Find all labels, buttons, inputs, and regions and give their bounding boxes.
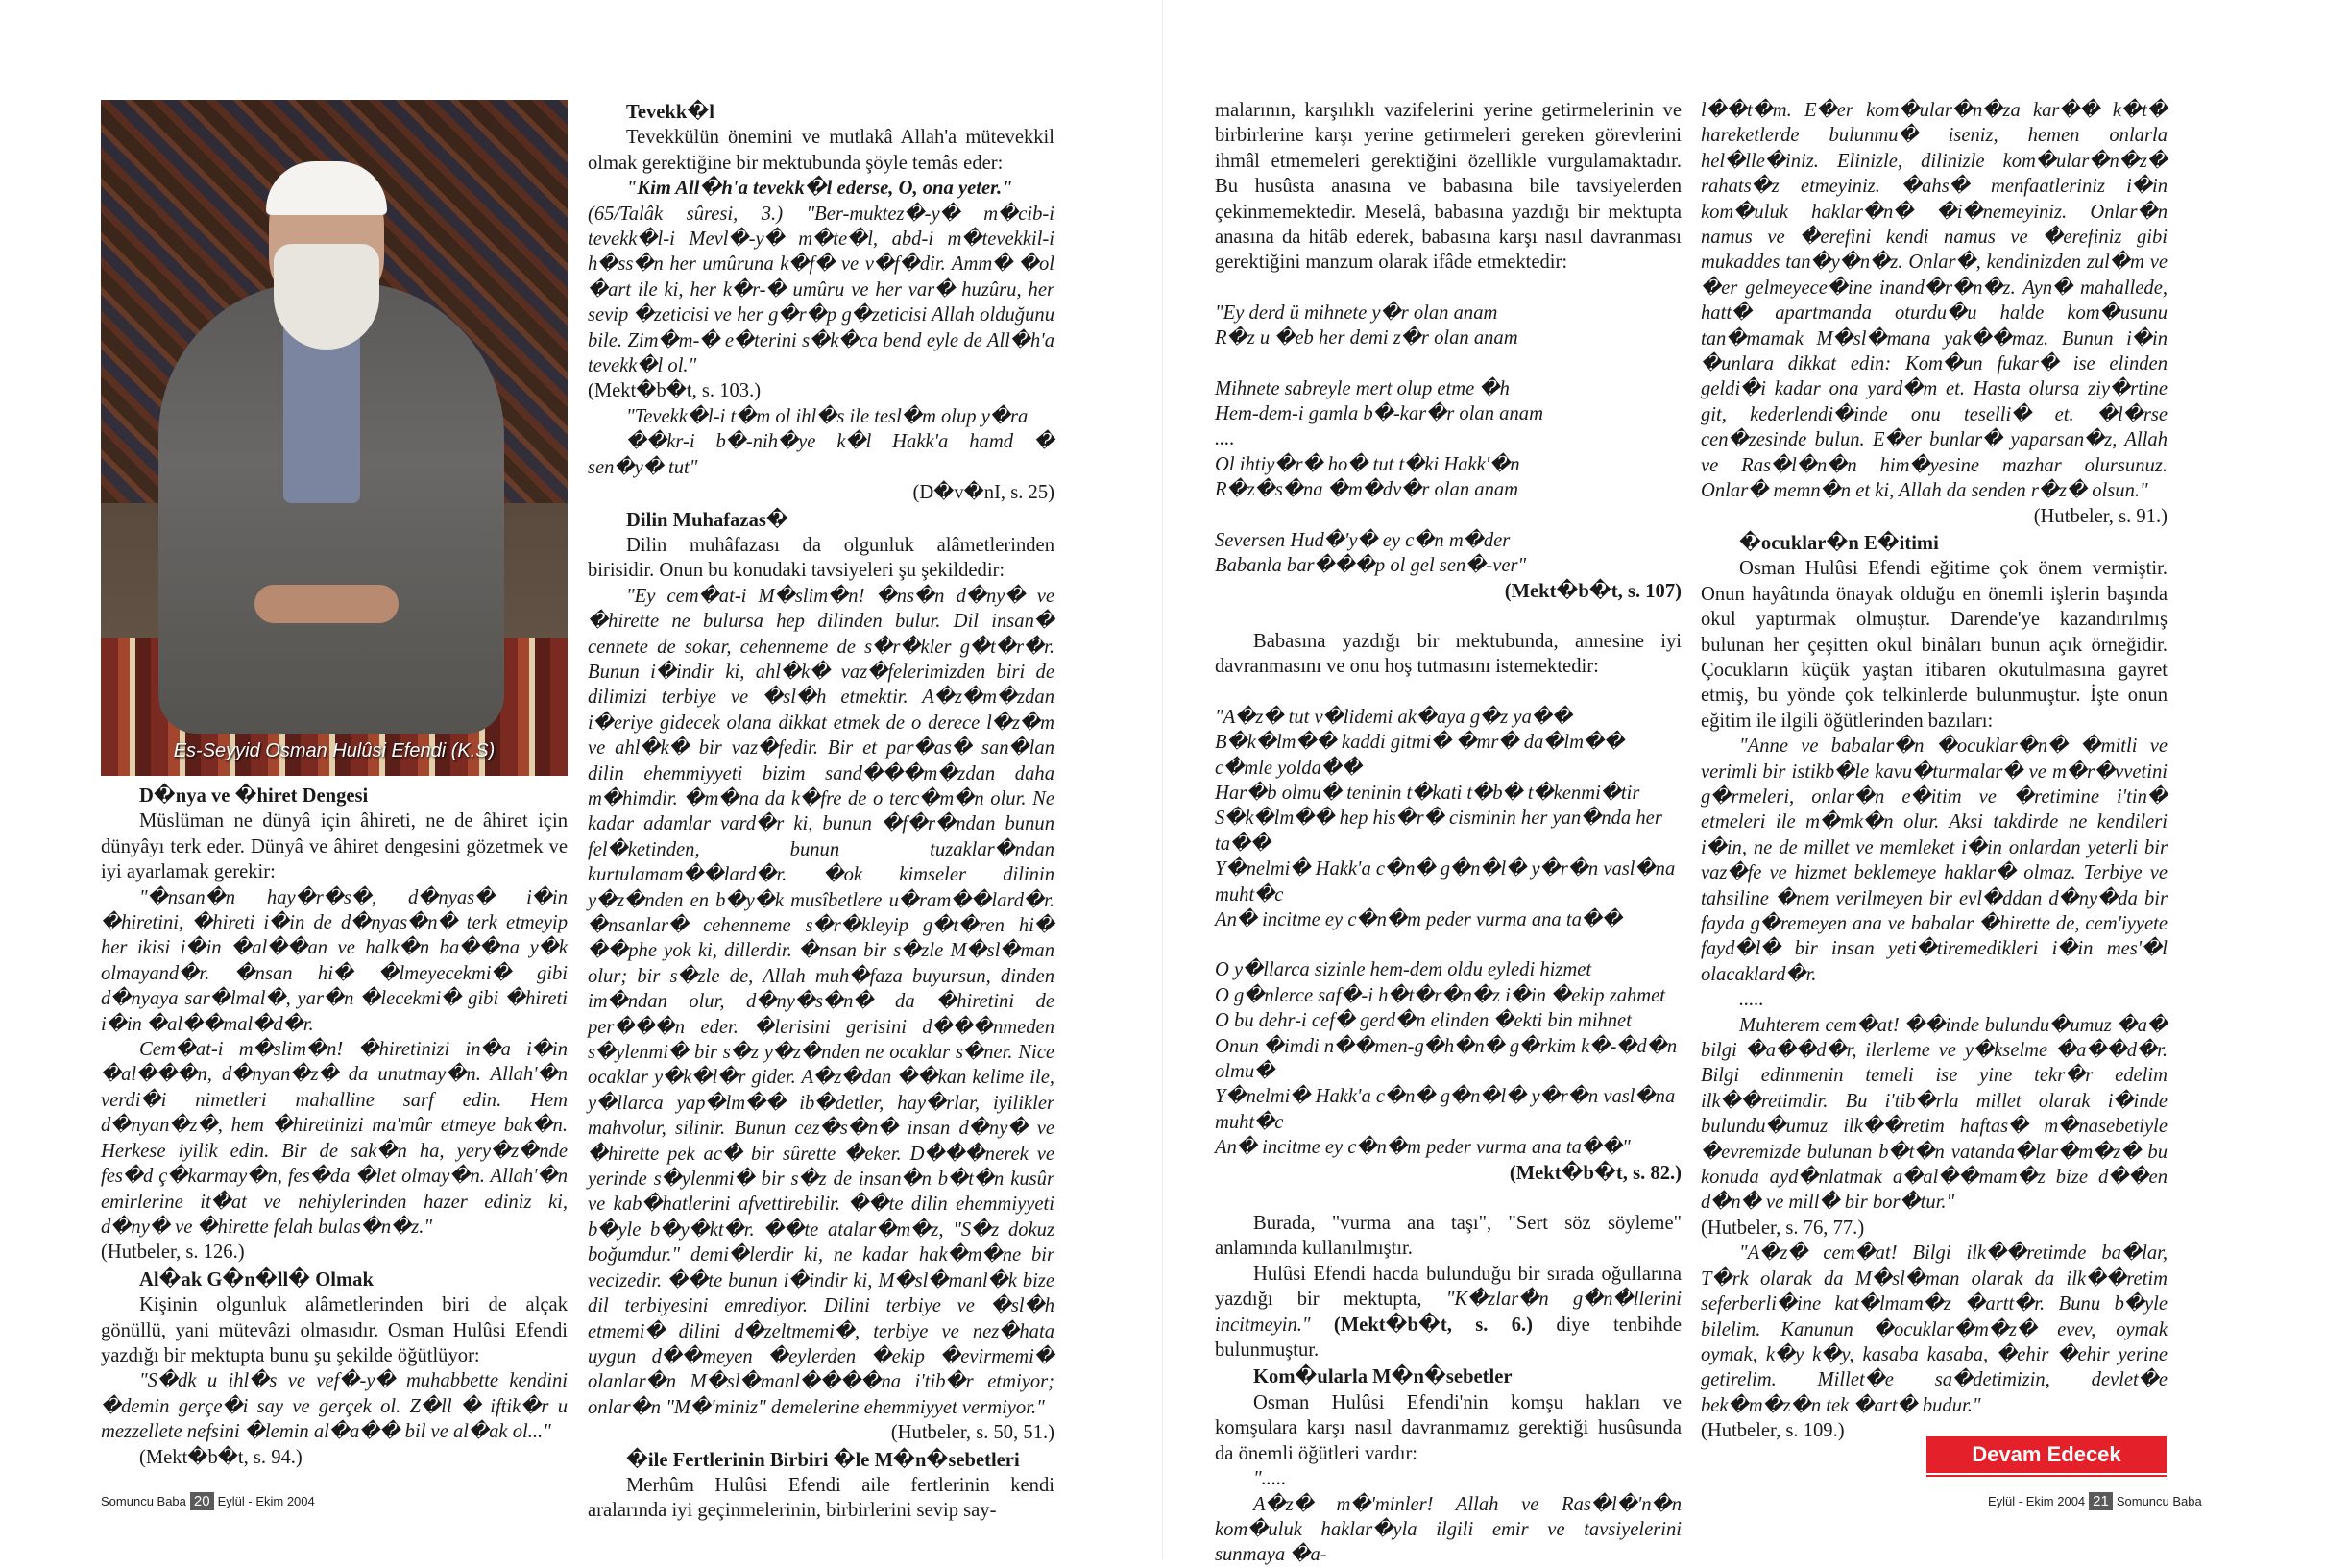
inline-citation: (Mekt�b�t, s. 6.): [1310, 1314, 1534, 1336]
paragraph: Burada, "vurma ana taşı", "Sert söz söyleme" anlamında kullanılmıştır.: [1215, 1213, 1682, 1260]
footer-magazine-name: Somuncu Baba: [2116, 1494, 2202, 1508]
photo-figure-hands: [254, 585, 399, 623]
poem-line: "Ey derd ü mihnete y�r olan anam: [1215, 302, 1498, 324]
page-number: 20: [190, 1492, 214, 1510]
poem-line: [1215, 503, 1682, 528]
paragraph: Osman Hulûsi Efendi eğitime çok önem vermiştir. Onun hayâtında önayak olduğu en önemli işlerin başında okul yaptırmak olmuştur. Darende'ye kazandırılmış bulunan her çeşitten okul binâları bunun açık örneğidir. Çocukların küçük yaştan itibaren okutulmasına gayret etmiş, bu yönde çok telkinlerde bulunmuştur. İşte onun eğitim ile ilgili öğütlerinden bazıları:: [1701, 558, 2168, 732]
poem-line: ....: [1215, 428, 1235, 450]
quote: A�z� m�'minler! Allah ve Ras�l�'n�n kom�uluk haklar�yla ilgili emir ve tavsiyelerini sunmaya �a-: [1215, 1493, 1682, 1566]
poem-line: Seversen Hud�'y� ey c�n m�der: [1215, 529, 1511, 551]
column-4: [1701, 98, 2168, 1444]
paragraph: Babasına yazdığı bir mektubunda, annesine iyi davranmasını ve onu hoş tutmasını istemektedir:: [1215, 630, 1682, 678]
poem-line: O bu dehr-i cef� gerd�n elinden �ekti bin mihnet: [1215, 1010, 1632, 1032]
citation: (Mekt�b�t, s. 107): [1504, 580, 1682, 602]
footer-date: Eylül - Ekim 2004: [217, 1494, 315, 1508]
paragraph-text: Hulûsi Efendi hacda bulunduğu bir sırada oğullarına yazdığı bir mektupta,: [1215, 1263, 1682, 1311]
paragraph: Kişinin olgunluk alâmetlerinden biri de alçak gönüllü, yani mütevâzi olmasıdır. Osman Hulûsi Efendi yazdığı bir mektupta bunu şu şekilde öğütlüyor:: [101, 1294, 568, 1366]
citation: (Hutbeler, s. 126.): [101, 1242, 245, 1264]
quote: Muhterem cem�at! ��inde bulundu�umuz �a� bilgi �a��d�r, ilerleme ve y�kselme �a��d�r. Bilgi edinmenin temeli ise yine tekr�r edelim ilk��retimdir. Bu i'tib�rla millet olarak i�inde bulundu�umuz ilk��retim haftas� m�nasebetiyle �evremizde bulunan b�t�n vatanda�lar�m�z� bu konuda ayd�nlatmak a�al��mam�z bize d��en d�n� ve mill� bir bor�tur.": [1701, 1014, 2168, 1214]
quote: "A�z� cem�at! Bilgi ilk��retimde ba�lar, T�rk olarak da M�sl�man olarak da ilk��retim seferberli�ine kat�lmam�z �artt�r. Bunu b�yle bilelim. Kanunun �ocuklar�m�z� evev, oymak oymak, k�y k�y, kasaba kasaba, �ehir �ehir yerine getirelim. Millet�e sa�detimizin, devlet�e bek�m�z�n tek �art� budur.": [1701, 1242, 2168, 1416]
paragraph: Müslüman ne dünyâ için âhireti, ne de âhiret için dünyâyı terk eder. Dünyâ ve âhiret dengesini gözetmek ve iyi ayarlamak gerekir:: [101, 810, 568, 883]
poem-line: [1215, 932, 1682, 957]
heading-cocuklarin-egitimi: �ocuklar�n E�itimi: [1739, 532, 1939, 554]
heading-dilin-muhafazasi: Dilin Muhafazas�: [626, 509, 788, 531]
poem-line: R�z�s�na �m�dv�r olan anam: [1215, 479, 1519, 501]
quote: "�nsan�n hay�r�s�, d�nyas� i�in �hiretini, �hireti i�in de d�nyas�n� terk etmeyip her ikisi i�in �al��an ve halk�n ba��na y�k olmayand�r. �nsan hi� �lmeyecekmi� gibi d�nyaya sar�lmal�, yar�n �lecekmi� gibi �hireti i�in �al��mal�d�r.: [101, 886, 568, 1035]
quote: Cem�at-i m�slim�n! �hiretinizi in�a i�in �al���n, d�nyan�z� da unutmay�n. Allah'�n verdi�i nimetleri mahalline sarf edin. Hem d�nyan�z�, hem �hiretinizi ma'mûr etmeye bak�n. Herkese iyilik edin. Bir de sak�n ha, yery�z�nde fes�d ç�karmay�n, fes�da �let olmay�n. Allah'�n emirlerine it�at ve nehiylerinden hazer ediniz ki, d�ny� ve �hirette felah bulas�n�z.": [101, 1039, 568, 1238]
page-number: 21: [2089, 1492, 2113, 1510]
paragraph: Osman Hulûsi Efendi'nin komşu hakları ve komşulara karşı nasıl davranmamız gerektiği husûsunda da önemli öğütleri vardır:: [1215, 1391, 1682, 1464]
spacer: [1215, 276, 1682, 301]
heading-aile-fertleri: �ile Fertlerinin Birbiri �le M�n�sebetleri: [626, 1449, 1020, 1471]
spacer: [1215, 604, 1682, 629]
spacer: [1215, 1186, 1682, 1211]
citation: (Mekt�b�t, s. 82.): [1509, 1162, 1682, 1184]
poem-line: Onun �imdi n��men-g�h�n� g�rkim k�-�d�n olmu�: [1215, 1035, 1678, 1082]
quote: l��t�m. E�er kom�ular�n�za kar�� k�t� hareketlerde bulunmu� iseniz, hemen onlarla hel�lle�iniz. Elinizle, dilinizle kom�ular�n�z� rahats�z etmeyiniz. �ahs� menfaatleriniz i�in kom�uluk haklar�n� �i�nemeyiniz. Onlar�n namus ve �erefini kendi namus ve �erefiniz gibi mukaddes tan�y�n�z. Onlar�, kendinizden zul�m ve �er gelmeyece�ine inand�r�n�z. Ayn� mahallede, hatt� apartmanda oturdu�u halde kom�usunu tan�mamak M�sl�mana yak��maz. Bunun i�in �unlara dikkat edin: Kom�un fukar� ise elinden geldi�i kadar ona yard�m et. Hasta olursa ziy�rtine git, kederlendi�inde onu teselli� et. �l�rse cen�zesinde bulun. E�er bunlar� yaparsan�z, Allah ve Ras�l�n�n him�yesine mazhar olursunuz. Onlar� memn�n et ki, Allah da senden r�z� olsun.": [1701, 100, 2168, 502]
spacer: [1215, 680, 1682, 705]
quote: "Anne ve babalar�n �ocuklar�n� �mitli ve verimli bir istikb�le kavu�turmalar� ve m�r�vvetini g�rmeleri, onlar�n e�itim ve �retimine i'tin� etmeleri ile m�mk�n olur. Aksi takdirde ne kendileri i�in, ne de millet ve memleket i�in onlardan yeterli bir vaz�fe ve hizmet beklemeye haklar� olmaz. Terbiye ve tahsiline �nem verilmeyen bir evl�ddan d�ny�da bir fayda g�remeyen ana ve babalar �hirette de, cem'iyyete fayd�l� bir insan yeti�tiremedikleri i�in mes'�l olacaklard�r.: [1701, 736, 2168, 985]
citation: (Mekt�b�t, s. 103.): [588, 380, 762, 402]
paragraph: Merhûm Hulûsi Efendi aile fertlerinin kendi aralarında iyi geçinmelerinin, birbirlerini sevip say-: [588, 1474, 1054, 1522]
heading-tevekkul: Tevekk�l: [626, 102, 714, 123]
quote: ".....: [1253, 1468, 1287, 1490]
continued-banner: Devam Edecek: [1926, 1436, 2167, 1473]
poem-line: B�k�lm�� kaddi gitmi� �mr� da�lm�� c�mle yolda��: [1215, 732, 1625, 779]
verse-line: "Tevekk�l-i t�m ol ihl�s ile tesl�m olup y�ra: [626, 405, 1029, 427]
poem-2: [1215, 705, 1682, 1161]
citation: (Mekt�b�t, s. 94.): [139, 1446, 303, 1468]
poem-line: O g�nlerce saf�-i h�t�r�n�z i�in �ekip zahmet: [1215, 984, 1666, 1006]
paragraph: malarının, karşılıklı vazifelerini yerine getirmelerinin ve birbirlerine karşı yerine getirmeleri gereken görevlerini ihmâl etmemeleri gerektiğini özellikle vurgulamaktadır. Bu husûsta anasına ve babasına bile tavsiyelerden çekinmemektedir. Meselâ, babasına yazdığı bir mektupta anasına da hitâb ederek, babasına karşı nasıl davranması gerektiğini manzum olarak ifâde etmektedir:: [1215, 100, 1682, 274]
paragraph: Dilin muhâfazası da olgunluk alâmetlerinden birisidir. Onun bu konudaki tavsiyeleri şu şekildedir:: [588, 534, 1054, 582]
citation: (Hutbeler, s. 50, 51.): [890, 1422, 1054, 1444]
page-gutter: [1162, 0, 1163, 1559]
inline-quote: "K�zlar�n g�n�llerini incitmeyin.": [1215, 1289, 1682, 1336]
quote: .....: [1739, 989, 1764, 1011]
quote-ayet: "Kim All�h'a tevekk�l ederse, O, ona yeter.": [626, 178, 1013, 200]
paragraph: Tevekkülün önemini ve mutlakâ Allah'a mütevekkil olmak gerektiğine bir mektubunda şöyle temâs eder:: [588, 127, 1054, 174]
poem-line: R�z u �eb her demi z�r olan anam: [1215, 327, 1518, 350]
quote: "S�dk u ihl�s ve vef�-y� muhabbette kendini �demin gerçe�i say ve gerçek ol. Z�ll � iftik�r u mezzellete nefsini �lemin al�a�� bil ve al�ak ol...": [101, 1370, 568, 1443]
poem-line: [1215, 351, 1682, 376]
footer-left: [101, 1492, 315, 1510]
column-1: [101, 782, 568, 1470]
citation: (D�v�nI, s. 25): [912, 482, 1054, 504]
footer-date: Eylül - Ekim 2004: [1988, 1494, 2086, 1508]
quote: (65/Talâk sûresi, 3.) "Ber-muktez�-y� m�cib-i tevekk�l-i Mevl�-y� m�te�l, abd-i m�tevekkil-i h�ss�n her umûruna k�f� ve v�f�dir. Amm� �ol �art ile ki, her k�r-� umûru ve her var� huzûru, her sevip �zeticisi ve her g�r�p g�zeticisi Allah olduğunu bile. Zim�m-� e�terini s�k�ca bend eyle de All�h'a tevekk�l ol.": [588, 203, 1054, 377]
column-3: [1215, 98, 1682, 1568]
citation: (Hutbeler, s. 76, 77.): [1701, 1217, 1865, 1239]
poem-1: [1215, 301, 1682, 579]
poem-line: Har�b olmu� teninin t�kati t�b� t�kenmi�tir: [1215, 782, 1640, 804]
poem-line: An� incitme ey c�n�m peder vurma ana ta��: [1215, 908, 1623, 930]
poem-line: Mihnete sabreyle mert olup etme �h: [1215, 377, 1510, 399]
poem-line: Y�nelmi� Hakk'a c�n� g�n�l� y�r�n vasl�na muht�c: [1215, 1086, 1676, 1133]
footer-right: [1988, 1492, 2202, 1510]
footer-magazine-name: Somuncu Baba: [101, 1494, 186, 1508]
poem-line: O y�llarca sizinle hem-dem oldu eyledi hizmet: [1215, 959, 1592, 981]
poem-line: "A�z� tut v�lidemi ak�aya g�z ya��: [1215, 706, 1573, 728]
verse-line: ��kr-i b�-nih�ye k�l Hakk'a hamd � sen�y� tut": [588, 431, 1054, 478]
photo-caption: Es-Seyyid Osman Hulûsi Efendi (K.S): [173, 740, 496, 761]
poem-line: S�k�lm�� hep his�r� cisminin her yan�nda her ta��: [1215, 808, 1662, 855]
paragraph-text: diye tenbihde bulunmuştur.: [1215, 1314, 1682, 1362]
poem-line: Babanla bar���p ol gel sen�-ver": [1215, 555, 1527, 577]
portrait-photo: [101, 100, 568, 776]
poem-line: An� incitme ey c�n�m peder vurma ana ta��": [1215, 1137, 1631, 1159]
citation: (Hutbeler, s. 109.): [1701, 1420, 1845, 1442]
poem-line: Y�nelmi� Hakk'a c�n� g�n�l� y�r�n vasl�na muht�c: [1215, 858, 1676, 905]
poem-line: Hem-dem-i gamla b�-kar�r olan anam: [1215, 403, 1543, 425]
quote: "Ey cem�at-i M�slim�n! �ns�n d�ny� ve �hirette ne bulursa hep dilinden bulur. Dil insan� cennete de sokar, cehenneme de s�r�kler g�t�r�r. Bunun i�indir ki, ahl�k� vaz�felerimizden biri de dilimizi terbiye ve �sl�h etmektir. A�z�m�zdan i�eriye gidecek olana dikkat etmek de o derece l�z�m ve ahl�k� bir vaz�fedir. Bir et par�as� san�lan dilin ehemmiyyeti bizim sand���m�zdan daha m�himdir. �m�na da k�fre de o terc�m�n olur. Ne kadar adamlar vard�r ki, bunun �f�r�ndan bunun fel�ketinden, bunun tuzaklar�ndan kurtulamam��lard�r. �ok kimseler dilinin y�z�nden en b�y�k musîbetlere u�ram��lard�r. �nsanlar� cehenneme s�r�kleyip g�t�ren hi� ��phe yok ki, dillerdir. �nsan bir s�zle M�sl�man olur; bir s�zle de, Allah muh�faza buyursun, dinden im�ndan olur, d�ny�s�n� da �hiretini de per���n eder. �lerisini gerisini d���nmeden s�ylenmi� bir s�z y�z�nden ne ocaklar s�ner. Nice ocaklar y�k�l�r gider. A�z�dan ��kan kelime ile, y�llarca yap�lm�� ib�detler, hay�rlar, iyilikler mahvolur, silinir. Bunun cez�s�n� insan d�ny� ve �hirette pek ac� bir sûrette �eker. D���nerek ve yerinde s�ylenmi� bir s�z de insan�n b�t�n kusûr ve kab�hatlerini afvettirebilir. ��te dilin ehemmiyyeti b�yle b�y�kt�r. ��te atalar�m�z, "S�z dokuz boğumdur." demi�lerdir ki, ne kadar hak�m�ne bir vecizedir. ��te bunun i�indir ki, M�sl�manl�k bize dil terbiyesini emrediyor. Dilini terbiye ve �sl�h etmemi� dilini d�zeltmemi�, terbiye ve nez�hata uygun d��meyen �eylerden �ekip �evirmemi� olanlar�n M�sl�manl����na i'tib�r etmiyor; onlar�n "M�'miniz" demelerine ehemmiyyet vermiyor.": [588, 585, 1054, 1418]
column-2: [588, 98, 1054, 1524]
poem-line: Ol ihtiy�r� ho� tut t�ki Hakk'�n: [1215, 453, 1520, 475]
paragraph: [1215, 1262, 1682, 1363]
heading-dunya-ahiret: D�nya ve �hiret Dengesi: [139, 785, 369, 807]
citation: (Hutbeler, s. 91.): [2033, 505, 2168, 527]
photo-figure-beard: [274, 244, 379, 350]
heading-alcak-gonullu: Al�ak G�n�ll� Olmak: [139, 1268, 374, 1291]
heading-komsular: Kom�ularla M�n�sebetler: [1253, 1366, 1513, 1388]
